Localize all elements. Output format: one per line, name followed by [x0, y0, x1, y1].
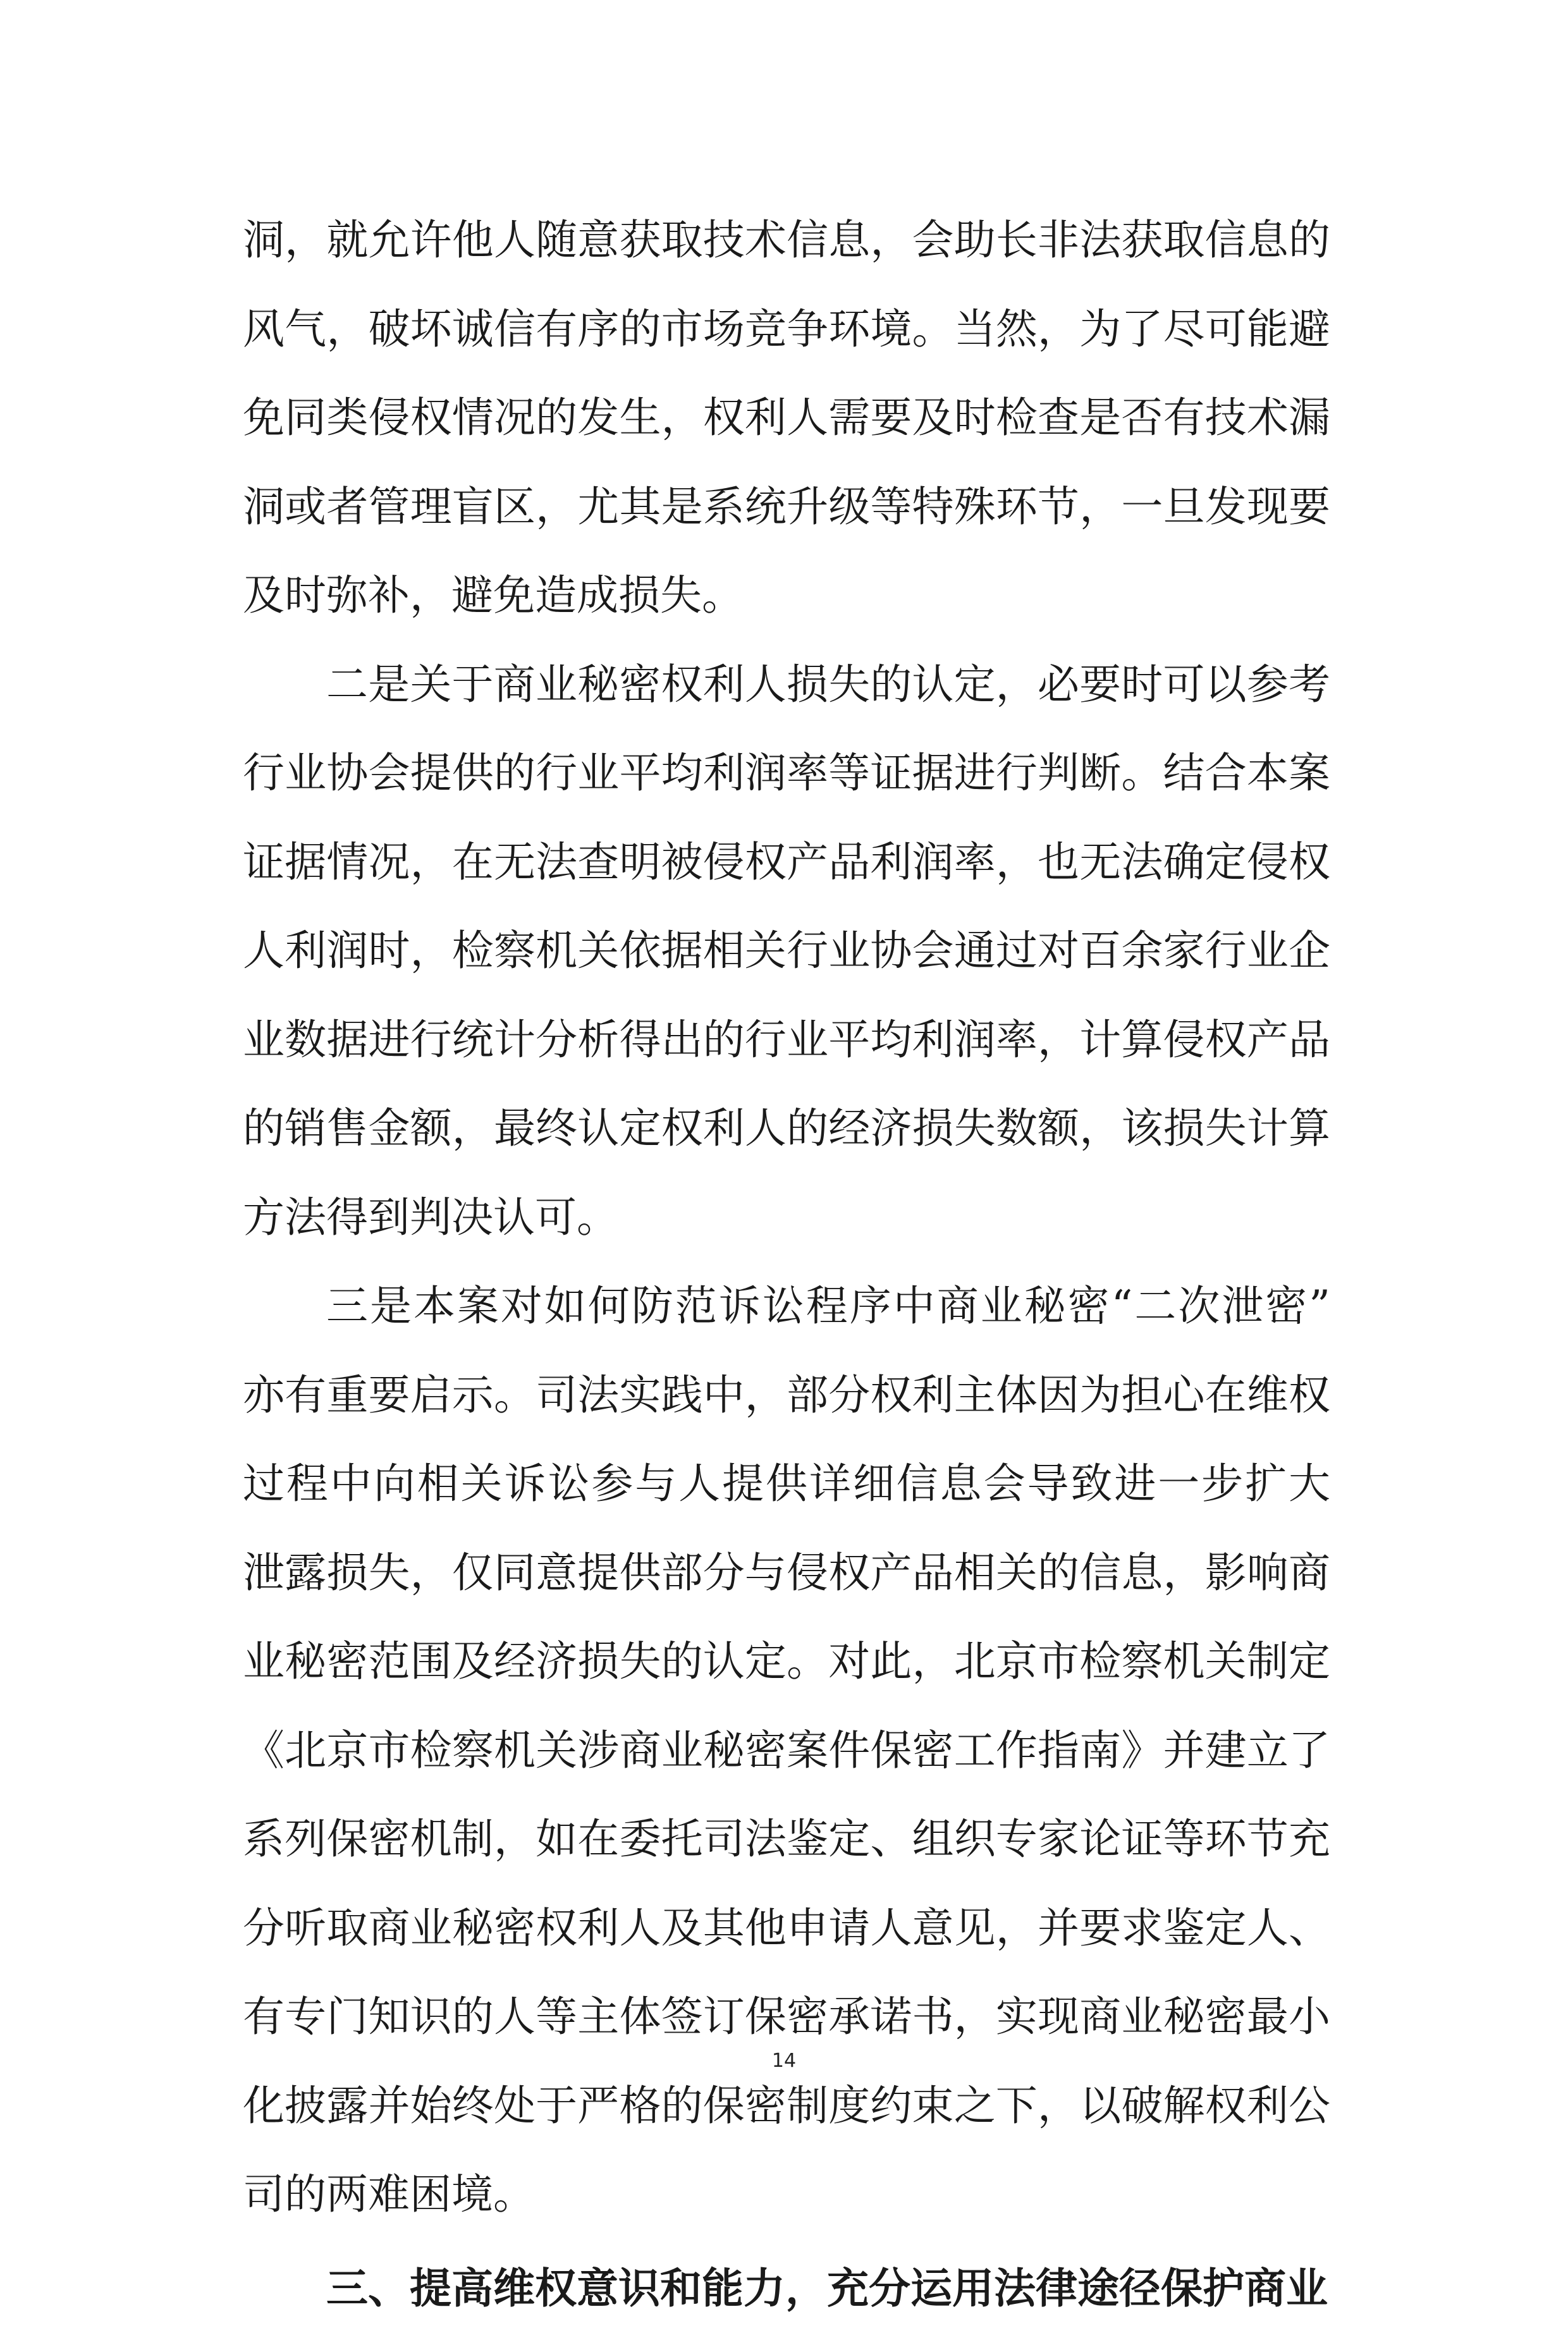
text-line: 洞，就允许他人随意获取技术信息，会助长非法获取信息的	[243, 196, 1330, 285]
text-line: 过程中向相关诉讼参与人提供详细信息会导致进一步扩大	[243, 1440, 1330, 1529]
text-line: 系列保密机制，如在委托司法鉴定、组织专家论证等环节充	[243, 1795, 1330, 1884]
text-line: 方法得到判决认可。	[243, 1173, 1330, 1263]
page-number: 14	[0, 2050, 1568, 2072]
section-heading: 三、提高维权意识和能力，充分运用法律途径保护商业	[243, 2244, 1330, 2333]
text-line: 化披露并始终处于严格的保密制度约束之下，以破解权利公	[243, 2062, 1330, 2151]
paragraph-start-line: 三是本案对如何防范诉讼程序中商业秘密“二次泄密”	[243, 1262, 1330, 1351]
body-text	[243, 196, 1330, 2333]
text-line: 免同类侵权情况的发生，权利人需要及时检查是否有技术漏	[243, 374, 1330, 463]
text-line: 亦有重要启示。司法实践中，部分权利主体因为担心在维权	[243, 1351, 1330, 1440]
text-line: 业秘密范围及经济损失的认定。对此，北京市检察机关制定	[243, 1617, 1330, 1706]
text-line: 分听取商业秘密权利人及其他申请人意见，并要求鉴定人、	[243, 1884, 1330, 1973]
text-line: 及时弥补，避免造成损失。	[243, 551, 1330, 640]
text-line: 的销售金额，最终认定权利人的经济损失数额，该损失计算	[243, 1084, 1330, 1173]
text-line: 业数据进行统计分析得出的行业平均利润率，计算侵权产品	[243, 996, 1330, 1085]
text-line: 行业协会提供的行业平均利润率等证据进行判断。结合本案	[243, 729, 1330, 818]
text-line: 洞或者管理盲区，尤其是系统升级等特殊环节，一旦发现要	[243, 463, 1330, 552]
text-line: 《北京市检察机关涉商业秘密案件保密工作指南》并建立了	[243, 1706, 1330, 1796]
text-line: 泄露损失，仅同意提供部分与侵权产品相关的信息，影响商	[243, 1529, 1330, 1618]
text-line: 风气，破坏诚信有序的市场竞争环境。当然，为了尽可能避	[243, 285, 1330, 374]
text-line: 证据情况，在无法查明被侵权产品利润率，也无法确定侵权	[243, 818, 1330, 907]
paragraph-start-line: 二是关于商业秘密权利人损失的认定，必要时可以参考	[243, 640, 1330, 730]
text-line: 人利润时，检察机关依据相关行业协会通过对百余家行业企	[243, 907, 1330, 996]
text-line: 有专门知识的人等主体签订保密承诺书，实现商业秘密最小	[243, 1973, 1330, 2062]
text-line: 司的两难困境。	[243, 2150, 1330, 2239]
